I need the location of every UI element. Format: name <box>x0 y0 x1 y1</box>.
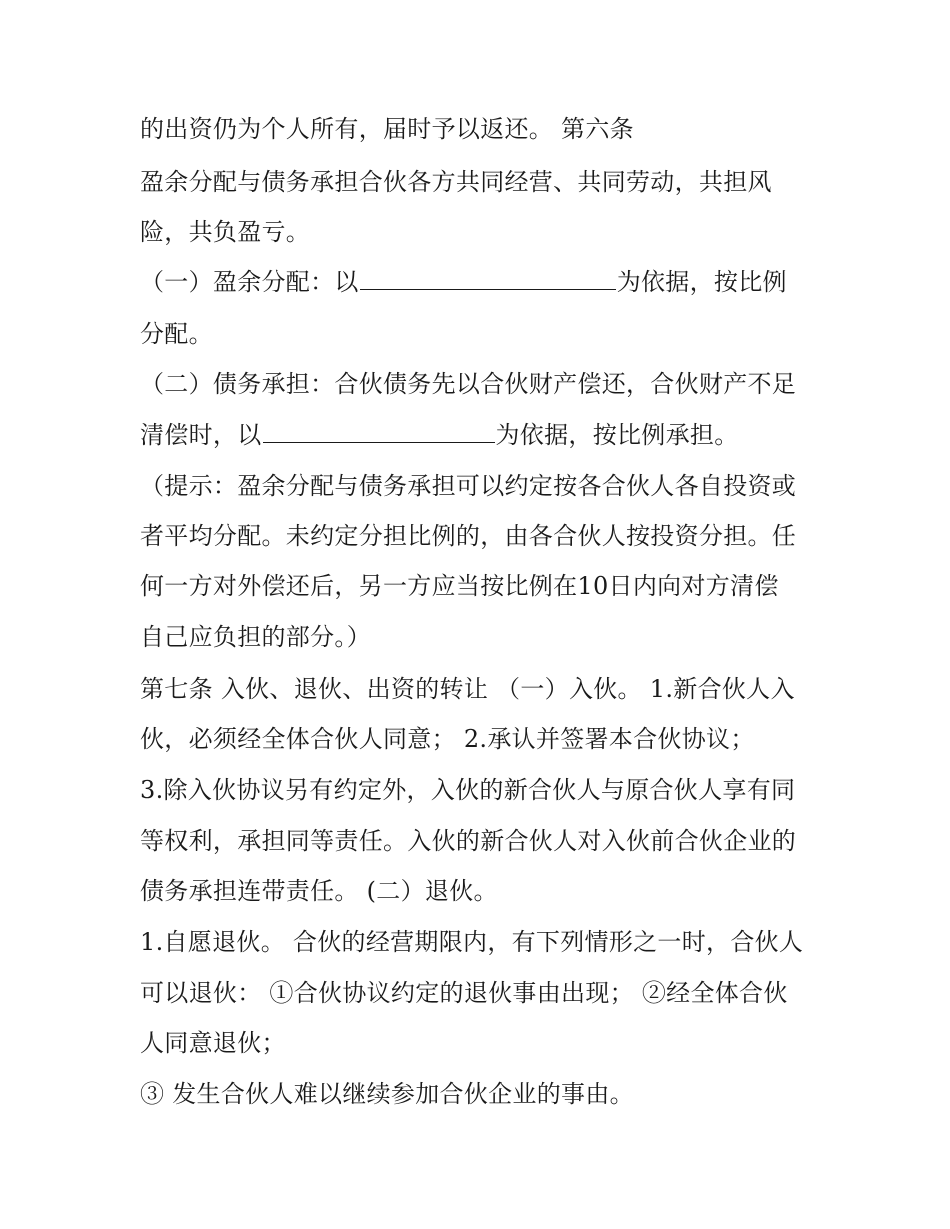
text-line: 债务承担连带责任。 (二）退伙。 <box>140 877 498 905</box>
text-line: 分配。 <box>140 320 213 348</box>
text-line: 等权利，承担同等责任。入伙的新合伙人对入伙前合伙企业的 <box>140 827 797 855</box>
fill-in-blank-debt-basis[interactable] <box>263 415 495 443</box>
text-segment: 清偿时，以 <box>140 421 262 449</box>
text-line: （二）债务承担：合伙债务先以合伙财产偿还，合伙财产不足 <box>140 370 797 398</box>
text-segment: （一）盈余分配：以 <box>140 268 359 296</box>
text-line: 的出资仍为个人所有，届时予以返还。 第六条 <box>140 115 634 143</box>
fill-in-blank-profit-basis[interactable] <box>360 262 616 290</box>
text-line: 人同意退伙； <box>140 1029 286 1057</box>
text-line: 伙，必须经全体合伙人同意； 2.承认并签署本合伙协议； <box>140 725 755 753</box>
text-line: 3.除入伙协议另有约定外，入伙的新合伙人与原合伙人享有同 <box>140 776 796 804</box>
text-line: （提示：盈余分配与债务承担可以约定按各合伙人各自投资或 <box>140 472 797 500</box>
text-line: 自己应负担的部分。） <box>140 623 371 651</box>
text-line: 可以退伙： ①合伙协议约定的退伙事由出现； ②经全体合伙 <box>140 979 788 1007</box>
text-line-with-blank <box>140 415 739 455</box>
text-line: 险，共负盈亏。 <box>140 218 311 246</box>
text-segment: 为依据，按比例承担。 <box>495 421 739 449</box>
text-line: 者平均分配。未约定分担比例的，由各合伙人按投资分担。任 <box>140 522 797 550</box>
text-line: 何一方对外偿还后，另一方应当按比例在10日内向对方清偿 <box>140 572 779 600</box>
text-segment: 为依据，按比例 <box>616 268 787 296</box>
text-line-with-blank <box>140 262 787 302</box>
text-line: 第七条 入伙、退伙、出资的转让 （一）入伙。 1.新合伙人入 <box>140 675 795 703</box>
text-line: 盈余分配与债务承担合伙各方共同经营、共同劳动，共担风 <box>140 168 772 196</box>
text-line: ③ 发生合伙人难以继续参加合伙企业的事由。 <box>140 1080 634 1108</box>
text-line: 1.自愿退伙。 合伙的经营期限内，有下列情形之一时，合伙人 <box>140 928 804 956</box>
